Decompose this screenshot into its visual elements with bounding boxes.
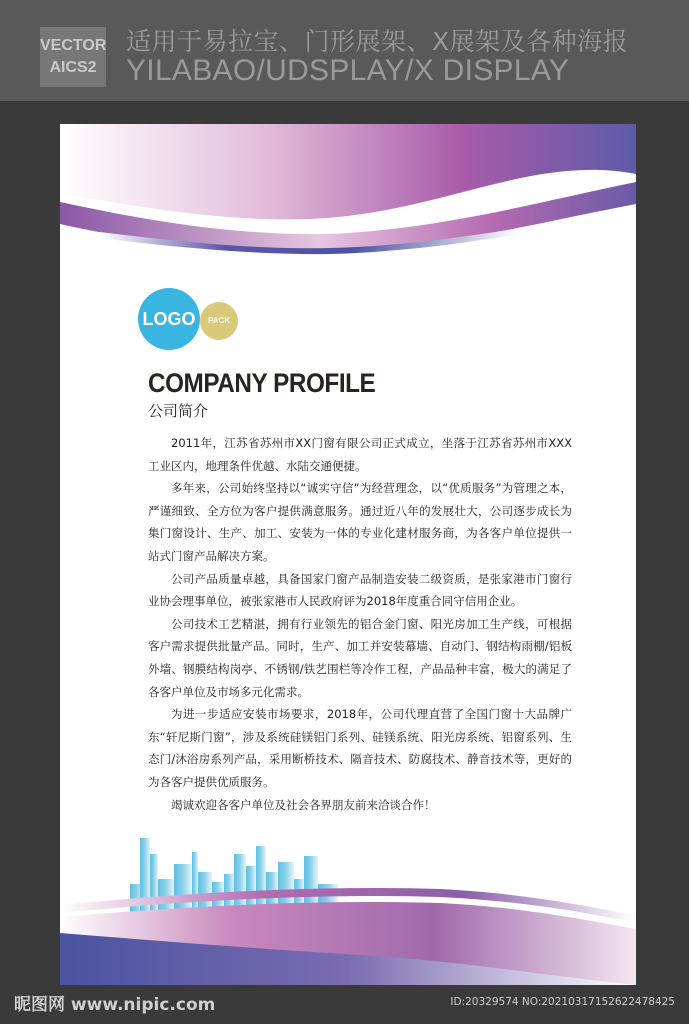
badge-line-2: AICS2 bbox=[49, 59, 97, 76]
page-title: COMPANY PROFILE bbox=[148, 368, 376, 398]
paragraph: 为进一步适应安装市场要求，2018年，公司代理直营了全国门窗十大品牌广东“轩尼斯门窗”，涉及系统硅镁铝门系列、硅镁系统、阳光房系统、铝窗系列、生态门/沐浴房系列产品，采用断桥技术、隔音技术、防腐技术、静音技术等，更好的为各客户提供优质服务。 bbox=[148, 707, 572, 789]
banner bbox=[0, 0, 689, 101]
pack-badge: PACK bbox=[200, 302, 238, 340]
banner-title-en: YILABAO/UDSPLAY/X DISPLAY bbox=[126, 54, 570, 87]
image-id-text: ID:20329574 NO:20210317152622478425 bbox=[450, 996, 675, 1008]
paragraph: 公司产品质量卓越，具备国家门窗产品制造安装二级资质，是张家港市门窗行业协会理事单位，被张家港市人民政府评为2018年度重合同守信用企业。 bbox=[148, 571, 572, 609]
vector-badge bbox=[40, 27, 106, 87]
paragraph: 竭诚欢迎各客户单位及社会各界朋友前来洽谈合作！ bbox=[171, 797, 436, 812]
logo: LOGO bbox=[138, 288, 200, 350]
site-watermark: 昵图网 www.nipic.com bbox=[14, 995, 216, 1015]
poster bbox=[60, 124, 636, 985]
banner-title-cn: 适用于易拉宝、门形展架、X展架及各种海报 bbox=[126, 27, 629, 56]
paragraph: 多年来，公司始终坚持以“诚实守信”为经营理念，以“优质服务”为管理之本，严谨细致、全方位为客户提供满意服务。通过近八年的发展壮大，公司逐步成长为集门窗设计、生产、加工、安装为一体的专业化建材服务商，为各客户单位提供一站式门窗产品解决方案。 bbox=[148, 481, 572, 563]
paragraph: 2011年，江苏省苏州市XX门窗有限公司正式成立，坐落于江苏省苏州市XXX工业区内，地理条件优越、水陆交通便捷。 bbox=[148, 436, 572, 473]
paragraph: 公司技术工艺精湛，拥有行业领先的铝合金门窗、阳光房加工生产线，可根据客户需求提供批量产品。同时，生产、加工并安装幕墙、自动门、钢结构雨棚/铝板外墙、钢膜结构岗亭、不锈钢/铁艺围栏等冷作工程，产品品种丰富，极大的满足了各客户单位及市场多元化需求。 bbox=[148, 616, 572, 699]
profile-body bbox=[148, 432, 572, 816]
bottom-wave-graphic bbox=[60, 875, 636, 985]
page-subtitle: 公司简介 bbox=[148, 402, 209, 420]
top-wave-graphic bbox=[60, 124, 636, 264]
badge-line-1: VECTOR bbox=[40, 37, 107, 54]
